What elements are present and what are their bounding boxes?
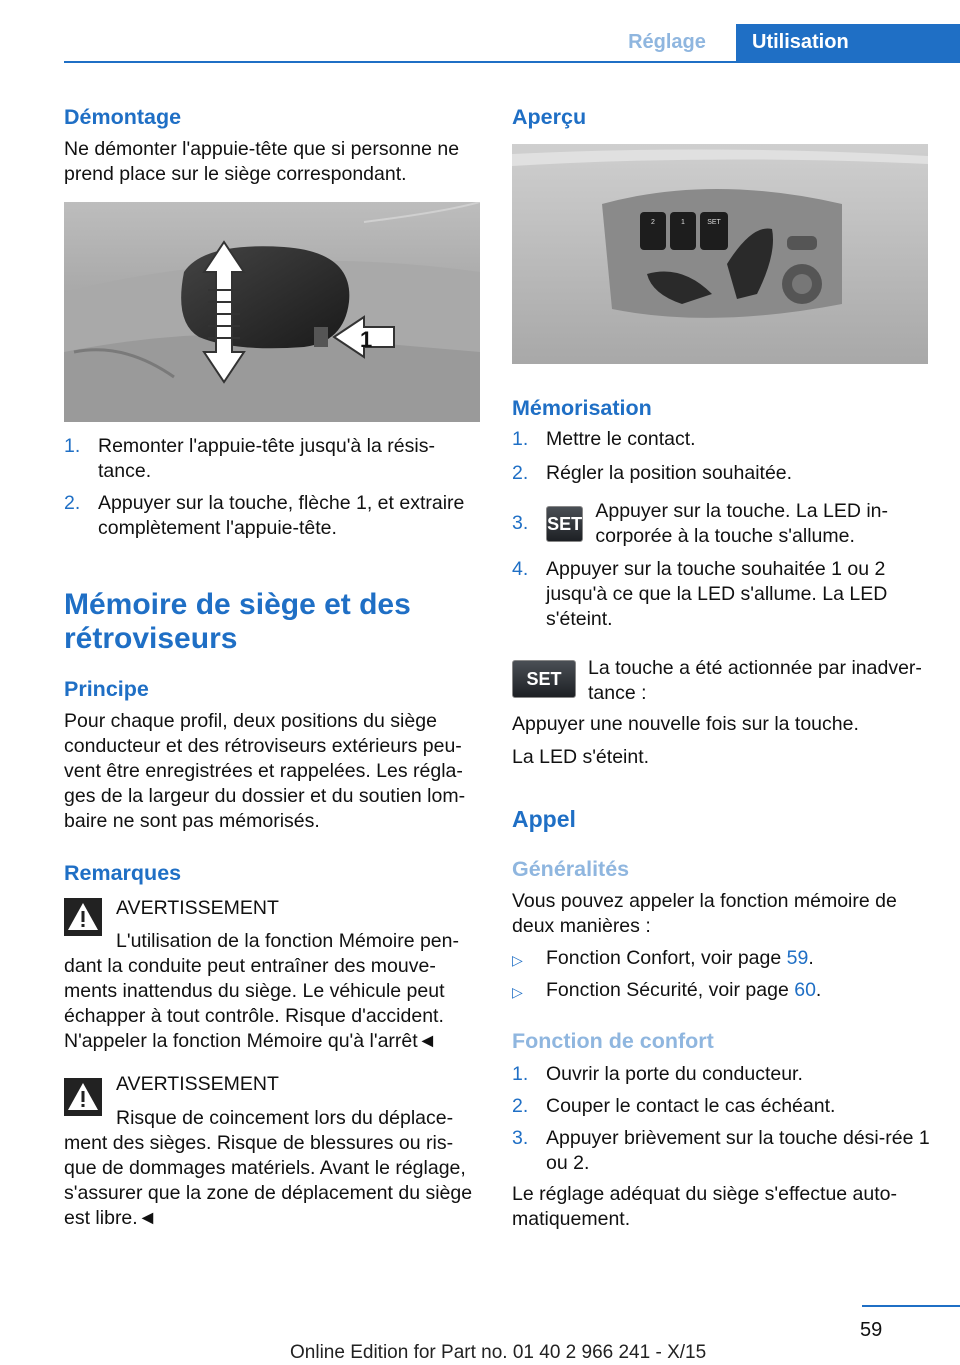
step-number: 3. <box>512 1127 529 1149</box>
list-item <box>512 461 932 486</box>
list-item <box>512 499 932 549</box>
set-note: La touche a été actionnée par inadver-tance : <box>588 657 922 704</box>
list-item <box>512 557 932 632</box>
demontage-steps <box>64 434 484 541</box>
step-text: Appuyer brièvement sur la touche dési-rée 1 ou 2. <box>546 1127 930 1174</box>
step-number: 1. <box>512 428 529 450</box>
list-item <box>64 491 484 541</box>
step-number: 2. <box>512 1095 529 1117</box>
list-item <box>512 427 932 452</box>
footer-rule <box>862 1305 960 1307</box>
list-item <box>512 1062 932 1087</box>
step-text: Couper le contact le cas échéant. <box>546 1095 836 1117</box>
section-title: Mémoire de siège et des rétroviseurs <box>64 588 411 655</box>
step-text: Appuyer sur la touche souhaitée 1 ou 2 jusqu'à ce que la LED s'allume. La LED s'éteint. <box>546 558 888 630</box>
step-text: Appuyer sur la touche. La LED in-corporée à la touche s'allume. <box>595 500 889 547</box>
step-text: Remonter l'appuie-tête jusqu'à la résis-tance. <box>98 435 435 482</box>
list-item <box>512 1094 932 1119</box>
step-number: 2. <box>512 462 529 484</box>
bullet-end: . <box>815 979 822 1001</box>
page-link[interactable]: 59 <box>786 947 809 969</box>
remarques-heading: Remarques <box>64 861 182 885</box>
triangle-bullet-icon: ▷ <box>512 952 523 968</box>
step-number: 2. <box>64 492 81 514</box>
memorisation-steps <box>512 427 932 632</box>
step-number: 3. <box>512 512 529 534</box>
bullet-text: Fonction Sécurité, voir page <box>546 979 795 1001</box>
warning1-text: L'utilisation de la fonction Mémoire pen-dant la conduite peut entraîner des mouve-ments inattendus du siège. Le véhicule peut échapper à tout contrôle. Risque d'accident. N'appeler la fonction Mémoire qu'à l'arrêt◄ <box>64 930 459 1052</box>
note-paragraph-1: Appuyer une nouvelle fois sur la touche. <box>512 713 859 735</box>
panel-button-2: 2 <box>651 219 655 226</box>
set-button-icon: SET <box>512 660 576 698</box>
step-text: Appuyer sur la touche, flèche 1, et extraire complètement l'appuie-tête. <box>98 492 465 539</box>
step-number: 1. <box>512 1063 529 1085</box>
header-rule <box>64 61 960 63</box>
warning1-label: AVERTISSEMENT <box>116 897 279 919</box>
bullet-end: . <box>808 947 814 969</box>
footer-edition: Online Edition for Part no. 01 40 2 966 241 - X/15 <box>290 1342 707 1363</box>
seat-controls-image <box>512 144 928 364</box>
principe-text: Pour chaque profil, deux positions du siège conducteur et des rétroviseurs extérieurs peu-vent être enregistrées et rappelées. Les régla-ges de la largeur du dossier et du soutien lom-baire ne sont pas mémorisés. <box>64 710 466 832</box>
note-paragraph-2: La LED s'éteint. <box>512 746 650 768</box>
triangle-bullet-icon: ▷ <box>512 984 523 1000</box>
warning2-text: Risque de coincement lors du déplace-ment des sièges. Risque de blessures ou ris-que de dommages matériels. Avant le réglage, s'assurer que la zone de déplacement du siège est libre.◄ <box>64 1107 473 1229</box>
generalites-heading: Généralités <box>512 857 630 881</box>
principe-heading: Principe <box>64 677 149 701</box>
header-tab-utilisation[interactable]: Utilisation <box>736 24 960 61</box>
step-text: Ouvrir la porte du conducteur. <box>546 1063 803 1085</box>
bullet-text: Fonction Confort, voir page <box>546 947 787 969</box>
confort-text: Le réglage adéquat du siège s'effectue auto-matiquement. <box>512 1183 897 1230</box>
demontage-text: Ne démonter l'appuie-tête que si personne ne prend place sur le siège correspondant. <box>64 138 460 185</box>
warning2-label: AVERTISSEMENT <box>116 1073 279 1095</box>
step-text: Mettre le contact. <box>546 428 696 450</box>
apercu-heading: Aperçu <box>512 105 587 129</box>
panel-button-set: SET <box>707 219 721 226</box>
list-item <box>512 978 932 1003</box>
confort-steps <box>512 1062 932 1176</box>
call-methods-list <box>512 946 932 1003</box>
memorisation-heading: Mémorisation <box>512 396 652 420</box>
generalites-text: Vous pouvez appeler la fonction mémoire de deux manières : <box>512 890 897 937</box>
list-item <box>64 434 484 484</box>
header-tab-reglage[interactable]: Réglage <box>628 31 706 53</box>
confort-heading: Fonction de confort <box>512 1029 714 1053</box>
step-number: 1. <box>64 435 81 457</box>
step-text: Régler la position souhaitée. <box>546 462 793 484</box>
demontage-heading: Démontage <box>64 105 182 129</box>
page-number: 59 <box>860 1319 883 1341</box>
image-callout-1: 1 <box>360 327 373 352</box>
step-number: 4. <box>512 558 529 580</box>
list-item <box>512 946 932 971</box>
appel-heading: Appel <box>512 806 576 832</box>
headrest-image <box>64 202 480 422</box>
set-button-icon: SET <box>546 506 583 542</box>
panel-button-1: 1 <box>681 219 685 226</box>
page-link[interactable]: 60 <box>794 979 816 1001</box>
list-item <box>512 1126 932 1176</box>
